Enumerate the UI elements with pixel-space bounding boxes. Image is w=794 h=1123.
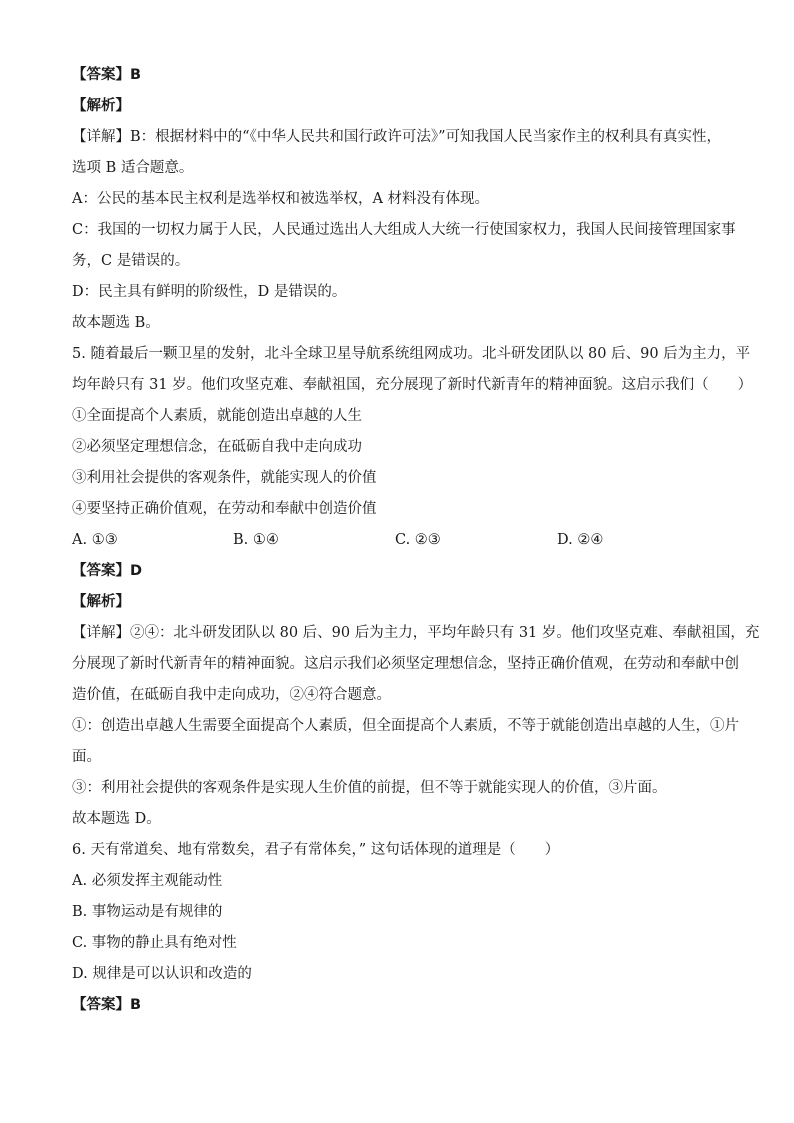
q6-stem: 6. 天有常道矣、地有常数矣，君子有常体矣，” 这句话体现的道理是（ ）: [72, 842, 560, 858]
q4-detail-line-1: 【详解】B：根据材料中的“《中华人民共和国行政许可法》”可知我国人民当家作主的权利具有真实性，: [72, 129, 721, 145]
q5-detail-line-3: 造价值，在砥砺自我中走向成功，②④符合题意。: [72, 687, 391, 703]
q5-stem-line-2: 均年龄只有 31 岁。他们攻坚克难、奉献祖国，充分展现了新时代新青年的精神面貌。这启示我们（ ）: [72, 377, 753, 393]
q5-answer: 【答案】D: [72, 563, 143, 579]
q5-explain-1-line-2: 面。: [72, 749, 101, 765]
q5-conclusion: 故本题选 D。: [72, 811, 161, 827]
q4-answer: 【答案】B: [72, 67, 142, 83]
q6-option-c: C. 事物的静止具有绝对性: [72, 935, 237, 951]
q5-item-4: ④要坚持正确价值观，在劳动和奉献中创造价值: [72, 501, 377, 517]
q5-option-c: C. ②③: [395, 532, 441, 548]
q5-explain-3: ③：利用社会提供的客观条件是实现人生价值的前提，但不等于就能实现人的价值，③片面。: [72, 780, 667, 796]
document-page: [72, 62, 760, 1023]
q5-explain-1-line-1: ①：创造出卓越人生需要全面提高个人素质，但全面提高个人素质，不等于就能创造出卓越的人生，①片: [72, 718, 739, 734]
q5-option-a: A. ①③: [72, 532, 118, 548]
q4-explain-d: D：民主具有鲜明的阶级性，D 是错误的。: [72, 284, 347, 300]
q5-stem-line-1: 5. 随着最后一颗卫星的发射，北斗全球卫星导航系统组网成功。北斗研发团队以 80 后、90 后为主力，平: [72, 346, 751, 362]
q4-detail-line-2: 选项 B 适合题意。: [72, 160, 194, 176]
q5-detail-line-1: 【详解】②④：北斗研发团队以 80 后、90 后为主力，平均年龄只有 31 岁。他们攻坚克难、奉献祖国，充: [72, 625, 760, 641]
q5-item-1: ①全面提高个人素质，就能创造出卓越的人生: [72, 408, 362, 424]
q6-option-d: D. 规律是可以认识和改造的: [72, 966, 252, 982]
q5-analysis-label: 【解析】: [72, 594, 130, 610]
q5-options: [72, 527, 722, 558]
q4-explain-c-line-2: 务，C 是错误的。: [72, 253, 190, 269]
q5-item-2: ②必须坚定理想信念，在砥砺自我中走向成功: [72, 439, 362, 455]
q4-conclusion: 故本题选 B。: [72, 315, 160, 331]
q6-answer: 【答案】B: [72, 997, 142, 1013]
q4-explain-c-line-1: C：我国的一切权力属于人民，人民通过选出人大组成人大统一行使国家权力，我国人民间接管理国家事: [72, 222, 736, 238]
q5-option-d: D. ②④: [557, 532, 604, 548]
q5-item-3: ③利用社会提供的客观条件，就能实现人的价值: [72, 470, 377, 486]
q4-analysis-label: 【解析】: [72, 98, 130, 114]
q6-option-a: A. 必须发挥主观能动性: [72, 873, 223, 889]
q6-option-b: B. 事物运动是有规律的: [72, 904, 223, 920]
q5-option-b: B. ①④: [233, 532, 279, 548]
q5-detail-line-2: 分展现了新时代新青年的精神面貌。这启示我们必须坚定理想信念，坚持正确价值观，在劳动和奉献中创: [72, 656, 739, 672]
q4-explain-a: A：公民的基本民主权利是选举权和被选举权，A 材料没有体现。: [72, 191, 490, 207]
